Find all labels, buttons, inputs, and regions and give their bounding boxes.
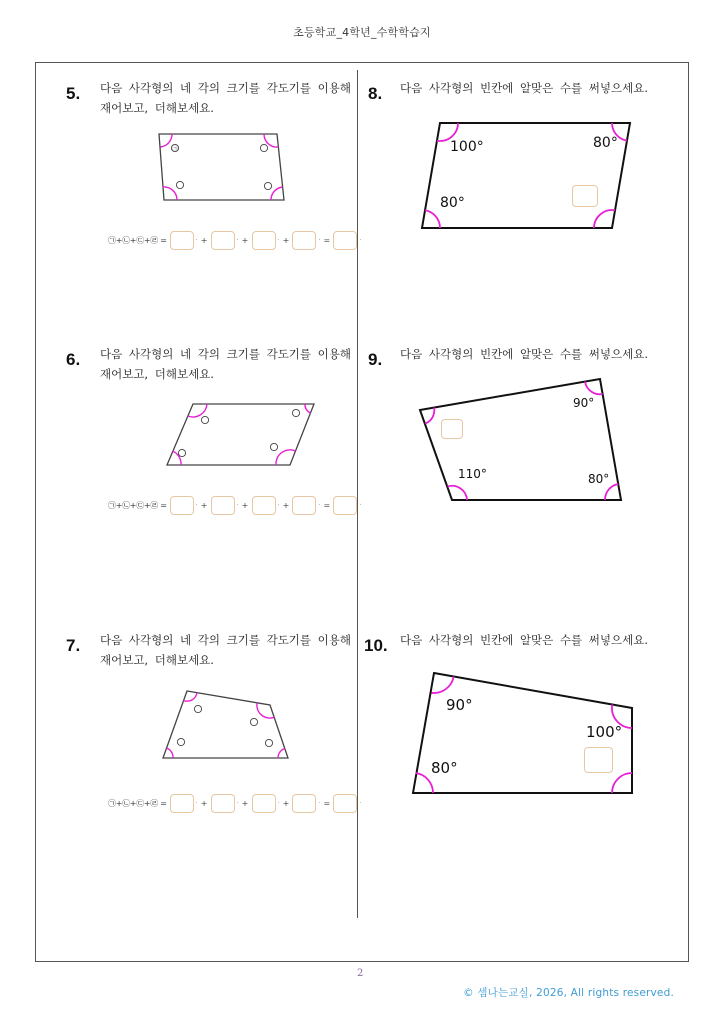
sum-label: ㉠+㉡+㉢+㉣ =	[108, 798, 167, 808]
angle-label-bottom-left: 80°	[440, 195, 465, 211]
angle-label-top-left: 90°	[446, 696, 473, 714]
copyright-notice: © 셈나는교실, 2026, All rights reserved.	[463, 987, 674, 999]
problem-number: 10.	[364, 636, 388, 655]
angle-sum-equation: ㉠+㉡+㉢+㉣ = · + · + · + · = ·	[108, 229, 361, 251]
sum-label: ㉠+㉡+㉢+㉣ =	[108, 500, 167, 510]
problem-text: 다음 사각형의 빈칸에 알맞은 수를 써넣으세요.	[400, 347, 649, 361]
sum-label: ㉠+㉡+㉢+㉣ =	[108, 235, 167, 245]
angle-label-top-left: 100°	[450, 139, 484, 155]
problem-text: 다음 사각형의 빈칸에 알맞은 수를 써넣으세요.	[400, 633, 649, 647]
problem-text: 다음 사각형의 네 각의 크기를 각도기를 이용해 재어보고, 더해보세요.	[100, 81, 352, 115]
page-header-title: 초등학교_4학년_수학학습지	[293, 26, 431, 39]
problem-number: 7.	[66, 636, 81, 655]
angle-sum-equation: ㉠+㉡+㉢+㉣ = · + · + · + · = ·	[108, 494, 361, 516]
problem-number: 6.	[66, 350, 81, 369]
problem-text: 다음 사각형의 네 각의 크기를 각도기를 이용해 재어보고, 더해보세요.	[100, 633, 352, 667]
problem-number: 5.	[66, 84, 81, 103]
angle-sum-equation: ㉠+㉡+㉢+㉣ = · + · + · + · = ·	[108, 792, 361, 814]
problem-text: 다음 사각형의 빈칸에 알맞은 수를 써넣으세요.	[400, 81, 649, 95]
svg-text:㉠: ㉠	[172, 146, 178, 153]
angle-label-bottom-right: 80°	[588, 472, 610, 486]
problem-text: 다음 사각형의 네 각의 크기를 각도기를 이용해 재어보고, 더해보세요.	[100, 347, 352, 381]
problem-number: 9.	[368, 350, 383, 369]
angle-label-top-right: 90°	[573, 396, 595, 410]
problem-number: 8.	[368, 84, 383, 103]
angle-label-top-right: 100°	[586, 723, 623, 741]
angle-label-bottom-left: 110°	[458, 467, 487, 481]
page-number: 2	[357, 968, 364, 979]
angle-label-top-right: 80°	[593, 135, 618, 151]
angle-label-bottom-left: 80°	[431, 759, 458, 777]
answer-box-bottom-right[interactable]	[584, 747, 613, 773]
